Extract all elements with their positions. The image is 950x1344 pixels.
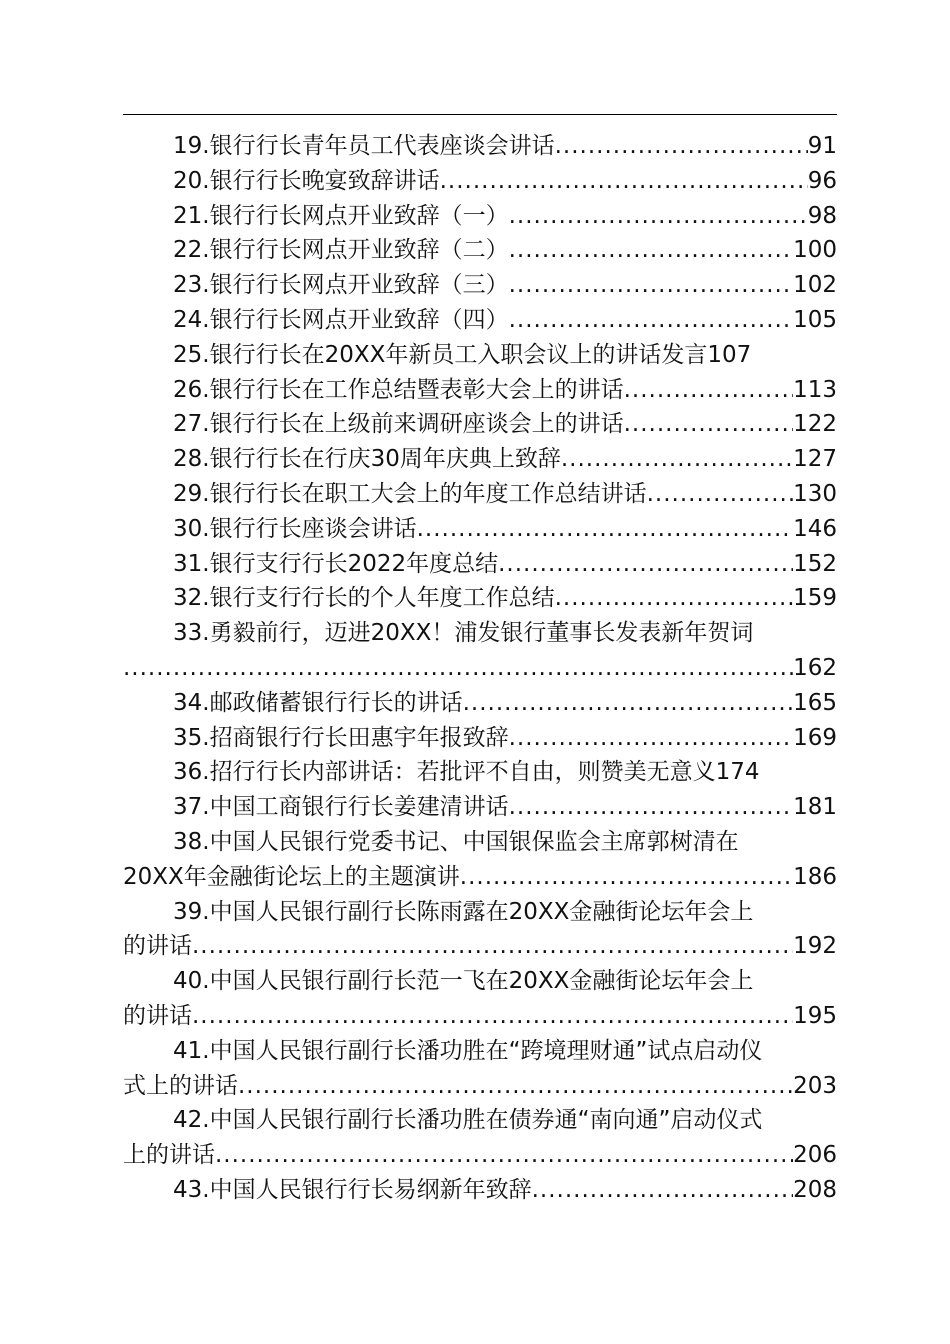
toc-entry-26[interactable] xyxy=(123,373,837,408)
toc-entry-page: 165 xyxy=(793,689,837,716)
toc-entry-32[interactable] xyxy=(123,581,837,616)
table-of-contents xyxy=(123,129,837,1208)
toc-entry-page: 100 xyxy=(793,237,837,264)
dot-leader xyxy=(238,1069,793,1104)
toc-entry-title-continued: 的讲话 xyxy=(123,1002,192,1029)
toc-entry-title: 30.银行行长座谈会讲话 xyxy=(173,515,417,542)
toc-entry-page: 146 xyxy=(793,515,837,542)
dot-leader xyxy=(555,581,794,616)
dot-leader xyxy=(417,512,794,547)
toc-entry-title: 22.银行行长网点开业致辞（二） xyxy=(173,237,509,264)
toc-entry-title: 31.银行支行行长2022年度总结 xyxy=(173,550,499,577)
dot-leader xyxy=(509,790,794,825)
toc-entry-33[interactable] xyxy=(123,616,837,651)
dot-leader xyxy=(561,442,793,477)
toc-entry-page: 162 xyxy=(793,654,837,681)
toc-entry-title: 26.银行行长在工作总结暨表彰大会上的讲话 xyxy=(173,376,624,403)
dot-leader xyxy=(440,164,808,199)
toc-entry-title: 28.银行行长在行庆30周年庆典上致辞 xyxy=(173,446,561,473)
toc-entry-page: 130 xyxy=(793,480,837,507)
toc-entry-title: 19.银行行长青年员工代表座谈会讲话 xyxy=(173,133,555,159)
toc-entry-31[interactable] xyxy=(123,547,837,582)
dot-leader xyxy=(532,1173,794,1208)
toc-entry-23[interactable] xyxy=(123,268,837,303)
toc-entry-page: 181 xyxy=(793,794,837,821)
toc-entry-37[interactable] xyxy=(123,790,837,825)
toc-entry-title: 42.中国人民银行副行长潘功胜在债券通“南向通”启动仪式 xyxy=(173,1107,763,1134)
toc-entry-24[interactable] xyxy=(123,303,837,338)
dot-leader xyxy=(509,268,794,303)
toc-entry-41[interactable] xyxy=(123,1034,837,1069)
toc-entry-title: 40.中国人民银行副行长范一飞在20XX金融街论坛年会上 xyxy=(173,968,754,995)
toc-entry-page: 98 xyxy=(807,202,837,229)
toc-entry-28[interactable] xyxy=(123,442,837,477)
toc-entry-page: 195 xyxy=(793,1002,837,1029)
dot-leader xyxy=(647,477,794,512)
toc-entry-35[interactable] xyxy=(123,721,837,756)
dot-leader xyxy=(509,199,808,234)
toc-entry-title-continued: 式上的讲话 xyxy=(123,1072,238,1099)
toc-entry-39-continued[interactable] xyxy=(123,929,837,964)
top-rule xyxy=(123,114,837,115)
toc-entry-40[interactable] xyxy=(123,964,837,999)
toc-entry-page: 169 xyxy=(793,724,837,751)
toc-entry-38[interactable] xyxy=(123,825,837,860)
toc-entry-43[interactable] xyxy=(123,1173,837,1208)
toc-entry-page: 186 xyxy=(793,863,837,890)
dot-leader xyxy=(624,407,794,442)
toc-entry-page: 208 xyxy=(793,1176,837,1203)
dot-leader xyxy=(498,547,793,582)
dot-leader xyxy=(463,686,794,721)
toc-entry-title: 29.银行行长在职工大会上的年度工作总结讲话 xyxy=(173,480,647,507)
toc-entry-title: 32.银行支行行长的个人年度工作总结 xyxy=(173,585,555,612)
toc-entry-21[interactable] xyxy=(123,199,837,234)
toc-entry-title: 43.中国人民银行行长易纲新年致辞 xyxy=(173,1176,532,1203)
toc-entry-page: 192 xyxy=(793,933,837,960)
toc-entry-41-continued[interactable] xyxy=(123,1069,837,1104)
toc-entry-page: 102 xyxy=(793,272,837,299)
dot-leader xyxy=(555,129,808,164)
toc-entry-title: 35.招商银行行长田惠宇年报致辞 xyxy=(173,724,509,751)
toc-entry-title-continued: 20XX年金融街论坛上的主题演讲 xyxy=(123,863,460,890)
toc-entry-39[interactable] xyxy=(123,895,837,930)
toc-entry-page: 159 xyxy=(793,585,837,612)
toc-entry-42-continued[interactable] xyxy=(123,1138,837,1173)
toc-entry-title: 36.招行行长内部讲话：若批评不自由，则赞美无意义 xyxy=(173,759,716,786)
toc-entry-page: 122 xyxy=(793,411,837,438)
toc-entry-title-continued: 上的讲话 xyxy=(123,1142,215,1169)
toc-entry-27[interactable] xyxy=(123,407,837,442)
toc-entry-34[interactable] xyxy=(123,686,837,721)
toc-entry-22[interactable] xyxy=(123,233,837,268)
toc-entry-page: 113 xyxy=(793,376,837,403)
toc-entry-title: 33.勇毅前行，迈进20XX！浦发银行董事长发表新年贺词 xyxy=(173,620,754,647)
toc-entry-title-continued: 的讲话 xyxy=(123,933,192,960)
toc-entry-19[interactable] xyxy=(123,129,837,164)
toc-entry-36[interactable] xyxy=(123,755,837,790)
toc-entry-page: 152 xyxy=(793,550,837,577)
toc-entry-page: 91 xyxy=(807,133,837,159)
toc-entry-title: 20.银行行长晚宴致辞讲话 xyxy=(173,167,440,194)
toc-entry-29[interactable] xyxy=(123,477,837,512)
toc-entry-page: 174 xyxy=(715,759,760,786)
toc-entry-42[interactable] xyxy=(123,1103,837,1138)
dot-leader xyxy=(123,651,793,686)
toc-entry-page: 206 xyxy=(793,1142,837,1169)
toc-entry-title: 38.中国人民银行党委书记、中国银保监会主席郭树清在 xyxy=(173,828,739,855)
dot-leader xyxy=(509,233,794,268)
dot-leader xyxy=(509,721,794,756)
toc-entry-page: 105 xyxy=(793,306,837,333)
toc-entry-20[interactable] xyxy=(123,164,837,199)
dot-leader xyxy=(624,373,794,408)
toc-entry-title: 34.邮政储蓄银行行长的讲话 xyxy=(173,689,463,716)
toc-entry-30[interactable] xyxy=(123,512,837,547)
toc-entry-38-continued[interactable] xyxy=(123,860,837,895)
dot-leader xyxy=(215,1138,793,1173)
toc-entry-title: 21.银行行长网点开业致辞（一） xyxy=(173,202,509,229)
toc-entry-title: 27.银行行长在上级前来调研座谈会上的讲话 xyxy=(173,411,624,438)
toc-entry-40-continued[interactable] xyxy=(123,999,837,1034)
toc-entry-title: 39.中国人民银行副行长陈雨露在20XX金融街论坛年会上 xyxy=(173,898,754,925)
dot-leader xyxy=(192,929,793,964)
dot-leader xyxy=(192,999,793,1034)
toc-entry-title: 25.银行行长在20XX年新员工入职会议上的讲话发言 xyxy=(173,341,708,368)
toc-entry-page: 107 xyxy=(707,341,752,368)
toc-entry-title: 24.银行行长网点开业致辞（四） xyxy=(173,306,509,333)
dot-leader xyxy=(460,860,793,895)
toc-entry-title: 41.中国人民银行副行长潘功胜在“跨境理财通”试点启动仪 xyxy=(173,1037,763,1064)
toc-entry-page: 96 xyxy=(807,167,837,194)
toc-entry-25[interactable] xyxy=(123,338,837,373)
toc-entry-33-continued[interactable] xyxy=(123,651,837,686)
dot-leader xyxy=(509,303,794,338)
toc-entry-page: 127 xyxy=(793,446,837,473)
toc-entry-title: 23.银行行长网点开业致辞（三） xyxy=(173,272,509,299)
toc-entry-title: 37.中国工商银行行长姜建清讲话 xyxy=(173,794,509,821)
toc-entry-page: 203 xyxy=(793,1072,837,1099)
